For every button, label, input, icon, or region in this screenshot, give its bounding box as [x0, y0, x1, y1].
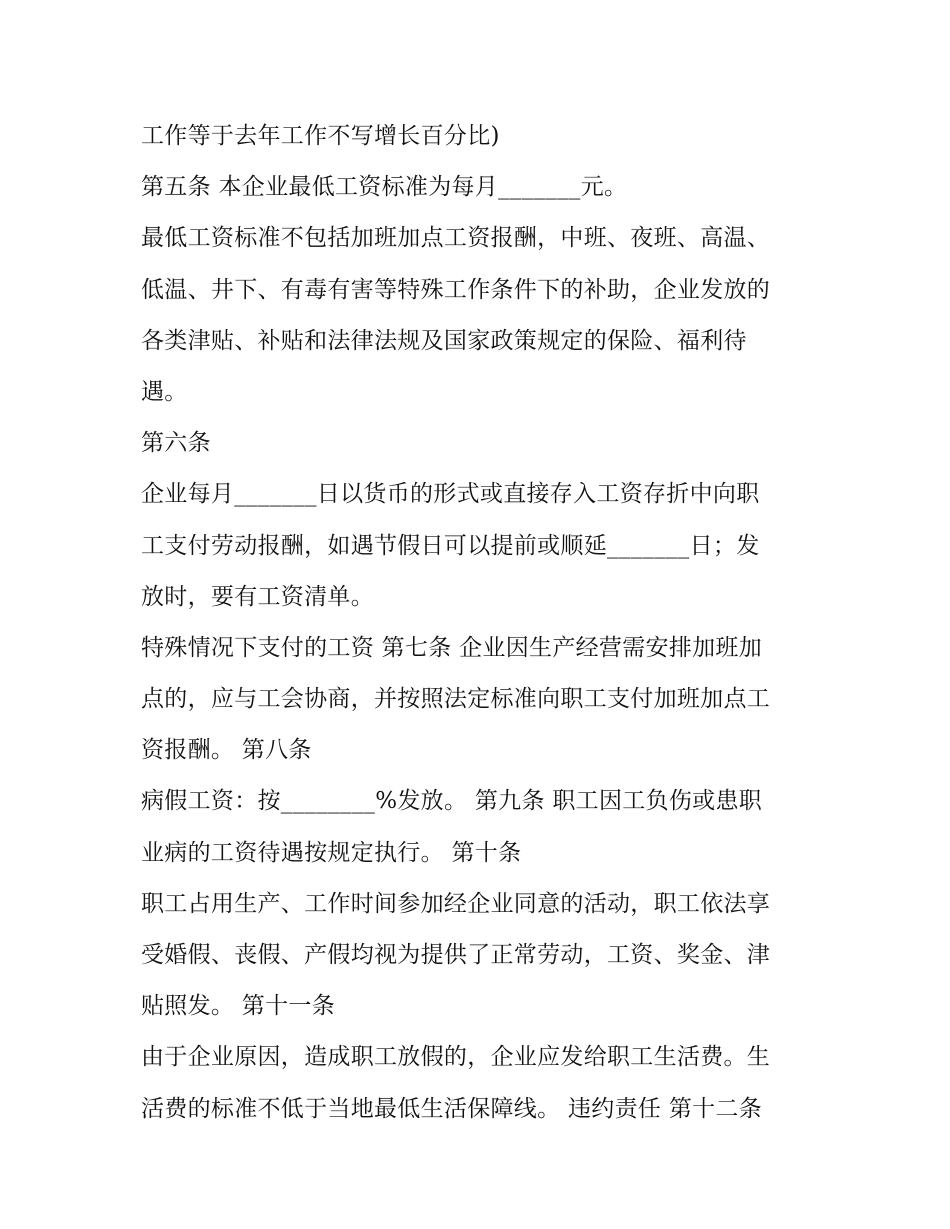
text-line: 遇。	[141, 378, 188, 405]
text-line: 第六条	[141, 430, 211, 457]
text-line: 病假工资：按________%发放。 第九条 职工因工负伤或患职	[141, 788, 763, 815]
text-line: 点的，应与工会协商，并按照法定标准向职工支付加班加点工	[141, 686, 771, 713]
text-line: 由于企业原因，造成职工放假的，企业应发给职工生活费。生	[141, 1044, 771, 1071]
text-line: 放时，要有工资清单。	[141, 583, 374, 610]
text-line: 特殊情况下支付的工资 第七条 企业因生产经营需安排加班加	[141, 634, 763, 661]
text-line: 资报酬。 第八条	[141, 737, 312, 764]
text-line: 业病的工资待遇按规定执行。 第十条	[141, 839, 522, 866]
text-line: 各类津贴、补贴和法律法规及国家政策规定的保险、福利待	[141, 327, 747, 354]
text-line: 最低工资标准不包括加班加点工资报酬，中班、夜班、高温、	[141, 225, 771, 252]
text-line: 企业每月_______日以货币的形式或直接存入工资存折中向职	[141, 481, 760, 508]
text-line: 职工占用生产、工作时间参加经企业同意的活动，职工依法享	[141, 890, 771, 917]
text-line: 第五条 本企业最低工资标准为每月_______元。	[141, 174, 628, 201]
text-line: 受婚假、丧假、产假均视为提供了正常劳动，工资、奖金、津	[141, 942, 771, 968]
text-line: 工支付劳动报酬，如遇节假日可以提前或顺延_______日；发	[141, 532, 760, 559]
text-line: 活费的标准不低于当地最低生活保障线。 违约责任 第十二条	[141, 1095, 763, 1122]
text-line: 贴照发。 第十一条	[141, 993, 336, 1020]
document-body	[141, 111, 821, 1135]
text-line: 工作等于去年工作不写增长百分比)	[141, 123, 500, 149]
text-line: 低温、井下、有毒有害等特殊工作条件下的补助，企业发放的	[141, 276, 771, 303]
